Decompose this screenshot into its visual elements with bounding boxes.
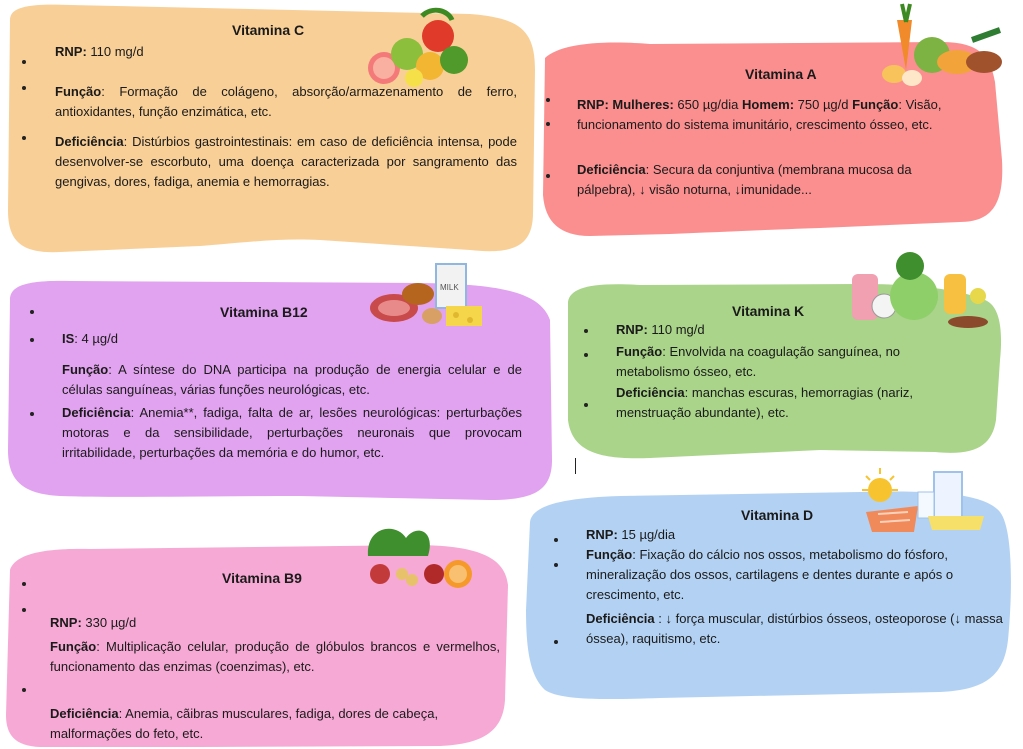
bullet-dot [22,60,26,64]
bullet-dot [22,688,26,692]
bullet-dot [584,329,588,333]
bullet-dot [22,136,26,140]
vitamin-b12-funcao [62,360,522,400]
men-label: Homem: [742,97,795,112]
vitamin-d-funcao [586,545,1014,605]
rnp-women-value: 650 µg/dia [673,97,743,112]
funcao-text: : Formação de colágeno, absorção/armazenamento de ferro, antioxidantes, função enzimática, etc. [55,84,517,119]
rnp-label: RNP: [616,322,648,337]
funcao-text: : Visão, funcionamento do sistema imunitário, crescimento ósseo, etc. [577,97,942,132]
rnp-value: 110 mg/d [86,44,144,59]
vitamin-k-title: Vitamina K [732,303,805,319]
bullet-dot [30,412,34,416]
vitamin-a-card [540,40,1010,240]
vitamin-c-rnp [55,42,144,62]
vitamin-k-card [568,285,1008,460]
vitamin-b9-funcao [50,637,500,677]
bullet-dot [22,582,26,586]
bullet-dot [546,122,550,126]
is-label: IS [62,331,75,346]
bullet-dot [30,338,34,342]
rnp-value: 110 mg/d [647,322,705,337]
deficiencia-text: : Distúrbios gastrointestinais: em caso de deficiência intensa, pode desenvolver-se escorbuto, uma doença caracterizada por sangramento das gengivas, dores, fadiga, anemia e hemorragias. [55,134,517,189]
milk-carton-label: MILK [440,283,459,292]
vitamin-c-deficiencia [55,132,517,192]
funcao-label: Função [586,547,633,562]
deficiencia-text: : Anemia, cãibras musculares, fadiga, dores de cabeça, malformações do feto, etc. [50,706,439,741]
bullet-dot [30,310,34,314]
bullet-dot [546,98,550,102]
bullet-dot [546,174,550,178]
rnp-men-value: 750 µg/d [794,97,853,112]
deficiencia-text: : ↓ força muscular, distúrbios ósseos, osteoporose (↓ massa óssea), raquitismo, etc. [586,611,1003,646]
vitamin-d-deficiencia [586,609,1014,649]
vitamin-c-funcao [55,82,517,122]
rnp-label: RNP: [50,615,82,630]
vitamin-a-deficiencia [577,160,967,200]
vitamin-k-deficiencia [616,383,926,423]
vitamin-a-rnp-funcao [577,95,1002,135]
deficiencia-label: Deficiência [62,405,131,420]
vitamin-b12-title: Vitamina B12 [220,304,308,320]
rnp-value: 15 µg/dia [617,527,676,542]
vitamin-d-title: Vitamina D [741,507,814,523]
vitamin-b12-card [0,280,555,500]
vitamin-c-card [0,0,540,260]
rnp-label: RNP: Mulheres: [577,97,674,112]
funcao-text: : Multiplicação celular, produção de glóbulos brancos e vermelhos, funcionamento das enzimas (coenzimas), etc. [50,639,500,674]
vitamin-b9-deficiencia [50,704,505,744]
rnp-label: RNP: [55,44,87,59]
rnp-value: 330 µg/d [81,615,137,630]
vitamin-k-rnp [616,320,705,340]
deficiencia-label: Deficiência [616,385,685,400]
vitamin-b9-card [0,548,512,748]
vitamin-b9-rnp [50,613,136,633]
deficiencia-text: : manchas escuras, hemorragias (nariz, menstruação abundante), etc. [616,385,913,420]
funcao-text: : Fixação do cálcio nos ossos, metabolismo do fósforo, mineralização dos ossos, cartilagens e dentes durante e após o crescimento, etc. [586,547,954,602]
funcao-label: Função [62,362,109,377]
funcao-text: : Envolvida na coagulação sanguínea, no metabolismo ósseo, etc. [616,344,901,379]
bullet-dot [554,563,558,567]
vitamin-b12-deficiencia [62,403,522,463]
bullet-dot [554,538,558,542]
vitamin-k-funcao [616,342,956,382]
vitamin-d-card [530,495,1010,700]
bullet-dot [554,640,558,644]
deficiencia-label: Deficiência [586,611,655,626]
funcao-label: Função [55,84,102,99]
vitamin-d-rnp [586,525,675,545]
bullet-dot [584,403,588,407]
deficiencia-label: Deficiência [50,706,119,721]
vitamin-b9-title: Vitamina B9 [222,570,302,586]
funcao-label: Função [852,97,899,112]
deficiencia-text: : Secura da conjuntiva (membrana mucosa da pálpebra), ↓ visão noturna, ↓imunidade... [577,162,912,197]
vitamin-a-title: Vitamina A [745,66,817,82]
text-cursor [575,458,576,474]
is-value: : 4 µg/d [74,331,118,346]
bullet-dot [22,608,26,612]
funcao-label: Função [50,639,97,654]
funcao-text: : A síntese do DNA participa na produção de energia celular e de células sanguíneas, várias funções neurológicas, etc. [62,362,522,397]
deficiencia-text: : Anemia**, fadiga, falta de ar, lesões neurológicas: perturbações motoras e da sensibilidade, perturbações neuronais que provocam irritabilidade, perturbações da memória e do humor, etc. [62,405,522,460]
bullet-dot [22,86,26,90]
deficiencia-label: Deficiência [577,162,646,177]
rnp-label: RNP: [586,527,618,542]
bullet-dot [584,353,588,357]
deficiencia-label: Deficiência [55,134,124,149]
vitamin-b12-is [62,329,118,349]
funcao-label: Função [616,344,663,359]
vitamin-c-title: Vitamina C [232,22,305,38]
